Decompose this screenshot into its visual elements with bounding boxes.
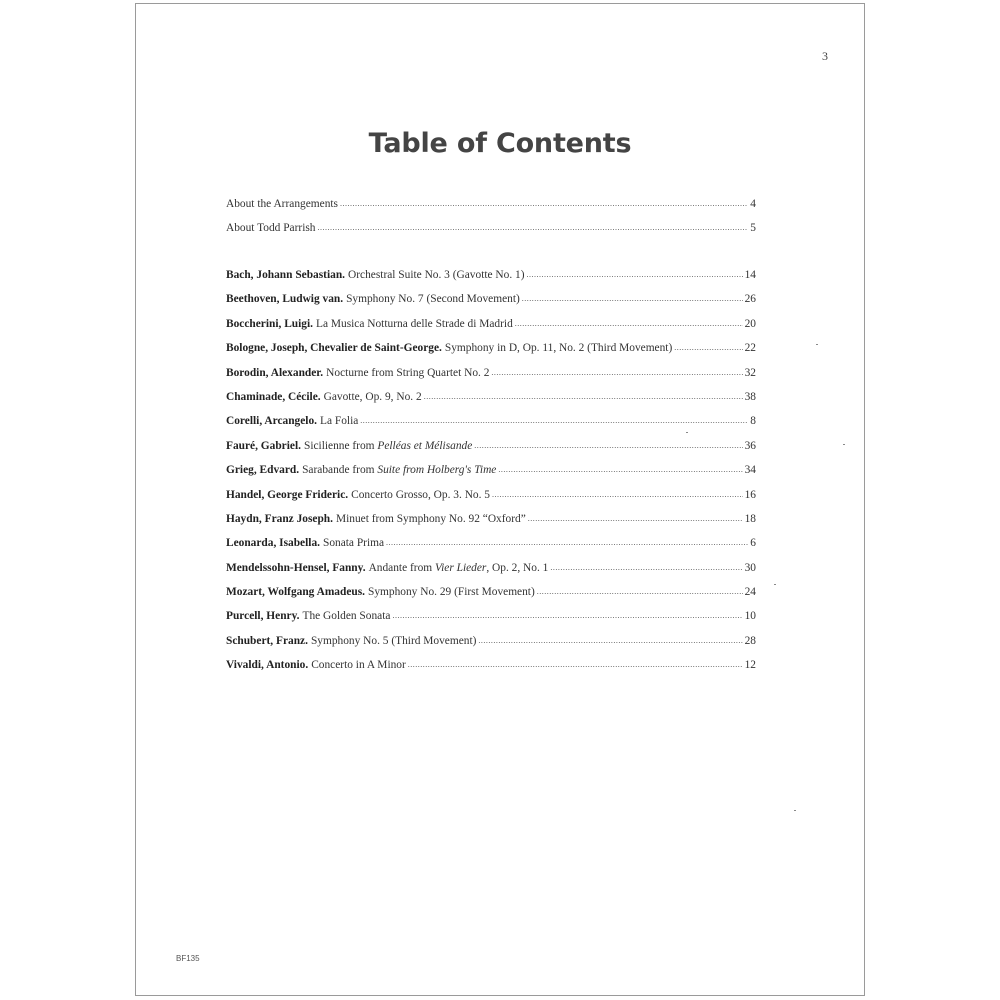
entry-page: 18 [744,512,756,525]
dot-leader [550,559,742,577]
toc-entry [226,607,756,631]
work-title [369,559,549,577]
toc-entry [226,461,756,485]
dot-leader [340,195,748,213]
dot-leader [522,290,743,308]
entry-page: 32 [744,366,756,379]
entry-page: 28 [744,634,756,647]
work-italic: Pelléas et Mélisande [377,439,473,452]
toc-entry [226,510,756,534]
toc-entry [226,315,756,339]
entry-page: 8 [750,415,756,428]
entry-page: 14 [744,269,756,281]
paper-speck [794,810,796,811]
composer-name: Mozart, Wolfgang Amadeus. [226,586,366,599]
contents-list [226,266,756,681]
work-text: The Golden Sonata [302,610,391,623]
dot-leader [492,486,743,504]
work-text: Minuet from Symphony No. 92 “Oxford” [335,512,526,525]
composer-name: Fauré, Gabriel. [226,439,301,452]
dot-leader [515,315,743,333]
toc-entry [226,583,756,607]
entry-page: 30 [744,561,756,574]
composer-name: Corelli, Arcangelo. [226,415,318,428]
work-title [324,388,422,406]
work-text: Sarabande from [302,464,378,477]
work-text: Symphony No. 5 (Third Movement) [310,634,477,647]
work-title [445,339,672,357]
work-title [323,534,384,552]
entry-page: 10 [744,610,756,623]
work-text: Nocturne from String Quartet No. 2 [326,366,490,379]
entry-page: 20 [744,317,756,330]
paper-speck [686,432,688,433]
document-page [135,3,865,996]
entry-label: About Todd Parrish [226,222,316,235]
work-title [326,364,489,382]
entry-page: 5 [750,222,756,235]
toc-entry [226,412,756,436]
work-text: La Musica Notturna delle Strade di Madrid [316,317,513,330]
toc-entry [226,559,756,583]
composer-name: Boccherini, Luigi. [226,317,314,330]
composer-name: Bologne, Joseph, Chevalier de Saint-George. [226,342,442,355]
entry-label: About the Arrangements [226,198,338,210]
entry-page: 34 [744,464,756,477]
toc-front-entry [226,195,756,219]
work-title [311,656,406,674]
composer-name: Chaminade, Cécile. [226,390,321,403]
composer-name: Purcell, Henry. [226,610,300,623]
work-text: Sicilienne from [303,439,378,452]
entry-page: 16 [744,488,756,501]
work-text: Concerto Grosso, Op. 3. No. 5 [351,488,490,501]
page-title: Table of Contents [368,128,632,159]
toc-entry [226,632,756,656]
composer-name: Haydn, Franz Joseph. [226,512,333,525]
toc-entry [226,656,756,680]
entry-page: 24 [744,586,756,599]
work-text: Symphony No. 29 (First Movement) [368,586,535,599]
work-text: Concerto in A Minor [311,659,406,672]
dot-leader [424,388,743,406]
dot-leader [527,266,743,284]
dot-leader [498,461,742,479]
work-title [303,607,391,625]
entry-page: 36 [744,439,756,452]
toc-entry [226,339,756,363]
dot-leader [491,364,742,382]
composer-name: Vivaldi, Antonio. [226,659,309,672]
work-title [304,437,472,455]
toc-entry [226,290,756,314]
paper-speck [816,344,818,345]
paper-speck [843,444,845,445]
toc-entry [226,266,756,290]
work-text: Symphony No. 7 (Second Movement) [346,293,520,306]
composer-name: Beethoven, Ludwig van. [226,293,344,306]
catalog-code: BF135 [176,954,200,963]
work-italic: Vier Lieder [435,561,487,574]
toc-entry [226,388,756,412]
entry-page: 38 [744,390,756,403]
work-title [320,412,358,430]
front-matter-list [226,195,756,244]
work-italic: Suite from Holberg's Time [377,464,497,477]
entry-page: 4 [750,198,756,210]
toc-entry [226,486,756,510]
composer-name: Bach, Johann Sebastian. [226,269,346,281]
toc-entry [226,437,756,461]
composer-name: Grieg, Edvard. [226,464,300,477]
dot-leader [674,339,742,357]
dot-leader [528,510,743,528]
dot-leader [408,656,743,674]
work-text: Gavotte, Op. 9, No. 2 [323,390,422,403]
composer-name: Mendelssohn-Hensel, Fanny. [226,561,366,574]
work-text: Orchestral Suite No. 3 (Gavotte No. 1) [348,269,525,281]
work-text: Andante from [368,561,435,574]
dot-leader [392,607,742,625]
dot-leader [360,412,748,430]
work-title [348,266,525,284]
work-title [336,510,526,528]
work-title [351,486,490,504]
entry-page: 26 [744,293,756,306]
composer-name: Schubert, Franz. [226,634,308,647]
toc-front-entry [226,219,756,243]
work-title [316,315,513,333]
composer-name: Handel, George Frideric. [226,488,349,501]
work-title [302,461,496,479]
work-title [311,632,476,650]
work-text: Symphony in D, Op. 11, No. 2 (Third Movement) [444,342,673,355]
dot-leader [474,437,742,455]
toc-entry [226,364,756,388]
entry-page: 22 [744,342,756,355]
toc-entry [226,534,756,558]
work-text: La Folia [320,415,359,428]
entry-page: 6 [750,537,756,550]
composer-name: Leonarda, Isabella. [226,537,320,550]
work-text: Sonata Prima [322,537,385,550]
work-title [368,583,535,601]
work-text-after: , Op. 2, No. 1 [486,561,549,574]
dot-leader [478,632,742,650]
dot-leader [386,534,748,552]
entry-page: 12 [744,659,756,672]
composer-name: Borodin, Alexander. [226,366,324,379]
work-title [346,290,520,308]
page-number: 3 [822,49,828,63]
paper-speck [774,584,776,585]
dot-leader [317,219,748,237]
dot-leader [537,583,743,601]
